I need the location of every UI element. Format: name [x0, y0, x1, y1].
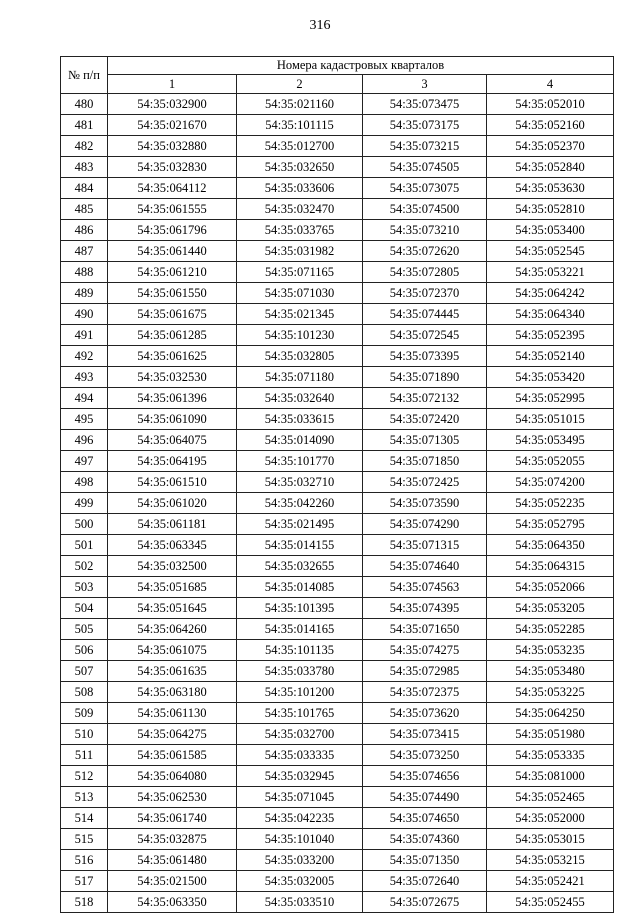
cadastral-number-cell: 54:35:064075: [108, 430, 237, 451]
table-row: [61, 136, 614, 157]
cadastral-number-cell: 54:35:071850: [363, 451, 487, 472]
cadastral-number-cell: 54:35:061675: [108, 304, 237, 325]
row-number-cell: 514: [61, 808, 108, 829]
cadastral-number-cell: 54:35:053015: [487, 829, 614, 850]
cadastral-number-cell: 54:35:071305: [363, 430, 487, 451]
cadastral-number-cell: 54:35:061285: [108, 325, 237, 346]
cadastral-number-cell: 54:35:061585: [108, 745, 237, 766]
cadastral-number-cell: 54:35:032470: [237, 199, 363, 220]
cadastral-quarters-table: [60, 56, 614, 913]
cadastral-number-cell: 54:35:101200: [237, 682, 363, 703]
row-number-cell: 508: [61, 682, 108, 703]
table-row: [61, 367, 614, 388]
row-number-cell: 511: [61, 745, 108, 766]
row-number-cell: 506: [61, 640, 108, 661]
cadastral-number-cell: 54:35:074395: [363, 598, 487, 619]
cadastral-number-cell: 54:35:072640: [363, 871, 487, 892]
row-number-cell: 509: [61, 703, 108, 724]
table-row: [61, 283, 614, 304]
cadastral-number-cell: 54:35:074490: [363, 787, 487, 808]
cadastral-number-cell: 54:35:042260: [237, 493, 363, 514]
table-row: [61, 346, 614, 367]
row-number-cell: 487: [61, 241, 108, 262]
cadastral-number-cell: 54:35:101135: [237, 640, 363, 661]
cadastral-number-cell: 54:35:064260: [108, 619, 237, 640]
cadastral-number-cell: 54:35:073075: [363, 178, 487, 199]
row-number-cell: 483: [61, 157, 108, 178]
cadastral-number-cell: 54:35:052465: [487, 787, 614, 808]
cadastral-number-cell: 54:35:101230: [237, 325, 363, 346]
cadastral-number-cell: 54:35:052066: [487, 577, 614, 598]
cadastral-number-cell: 54:35:073250: [363, 745, 487, 766]
table-row: [61, 199, 614, 220]
cadastral-number-cell: 54:35:033510: [237, 892, 363, 913]
table-row: [61, 535, 614, 556]
cadastral-number-cell: 54:35:033780: [237, 661, 363, 682]
table-row: [61, 766, 614, 787]
cadastral-number-cell: 54:35:073210: [363, 220, 487, 241]
cadastral-number-cell: 54:35:032900: [108, 94, 237, 115]
column-header-4: 4: [487, 75, 614, 94]
cadastral-number-cell: 54:35:053221: [487, 262, 614, 283]
cadastral-number-cell: 54:35:101765: [237, 703, 363, 724]
row-number-cell: 502: [61, 556, 108, 577]
cadastral-number-cell: 54:35:051015: [487, 409, 614, 430]
cadastral-number-cell: 54:35:052545: [487, 241, 614, 262]
row-number-cell: 507: [61, 661, 108, 682]
cadastral-number-cell: 54:35:033606: [237, 178, 363, 199]
row-number-cell: 513: [61, 787, 108, 808]
cadastral-number-cell: 54:35:032880: [108, 136, 237, 157]
row-number-cell: 516: [61, 850, 108, 871]
cadastral-number-cell: 54:35:074640: [363, 556, 487, 577]
cadastral-number-cell: 54:35:061090: [108, 409, 237, 430]
cadastral-number-cell: 54:35:072375: [363, 682, 487, 703]
cadastral-number-cell: 54:35:053495: [487, 430, 614, 451]
cadastral-number-cell: 54:35:061796: [108, 220, 237, 241]
table-row: [61, 892, 614, 913]
cadastral-number-cell: 54:35:052010: [487, 94, 614, 115]
cadastral-number-cell: 54:35:051980: [487, 724, 614, 745]
cadastral-number-cell: 54:35:063345: [108, 535, 237, 556]
cadastral-number-cell: 54:35:064250: [487, 703, 614, 724]
cadastral-number-cell: 54:35:074200: [487, 472, 614, 493]
table-row: [61, 598, 614, 619]
cadastral-number-cell: 54:35:061625: [108, 346, 237, 367]
cadastral-number-cell: 54:35:073215: [363, 136, 487, 157]
cadastral-number-cell: 54:35:033615: [237, 409, 363, 430]
table-row: [61, 94, 614, 115]
cadastral-number-cell: 54:35:053420: [487, 367, 614, 388]
cadastral-number-cell: 54:35:071650: [363, 619, 487, 640]
cadastral-number-cell: 54:35:074360: [363, 829, 487, 850]
cadastral-number-cell: 54:35:051685: [108, 577, 237, 598]
table-row: [61, 787, 614, 808]
cadastral-number-cell: 54:35:042235: [237, 808, 363, 829]
row-number-cell: 515: [61, 829, 108, 850]
row-number-cell: 481: [61, 115, 108, 136]
cadastral-number-cell: 54:35:014155: [237, 535, 363, 556]
cadastral-number-cell: 54:35:053630: [487, 178, 614, 199]
row-number-cell: 505: [61, 619, 108, 640]
cadastral-number-cell: 54:35:052455: [487, 892, 614, 913]
cadastral-number-cell: 54:35:053480: [487, 661, 614, 682]
table-row: [61, 640, 614, 661]
cadastral-number-cell: 54:35:063180: [108, 682, 237, 703]
cadastral-number-cell: 54:35:101040: [237, 829, 363, 850]
cadastral-number-cell: 54:35:071030: [237, 283, 363, 304]
table-row: [61, 472, 614, 493]
cadastral-number-cell: 54:35:032945: [237, 766, 363, 787]
row-number-cell: 494: [61, 388, 108, 409]
cadastral-number-cell: 54:35:052235: [487, 493, 614, 514]
table-row: [61, 451, 614, 472]
page-number: 316: [309, 18, 331, 33]
row-number-cell: 517: [61, 871, 108, 892]
cadastral-number-cell: 54:35:061740: [108, 808, 237, 829]
cadastral-number-cell: 54:35:063350: [108, 892, 237, 913]
cadastral-number-cell: 54:35:032830: [108, 157, 237, 178]
cadastral-number-cell: 54:35:071165: [237, 262, 363, 283]
row-number-cell: 499: [61, 493, 108, 514]
cadastral-number-cell: 54:35:053225: [487, 682, 614, 703]
cadastral-number-cell: 54:35:014085: [237, 577, 363, 598]
cadastral-number-cell: 54:35:031982: [237, 241, 363, 262]
table-row: [61, 178, 614, 199]
cadastral-number-cell: 54:35:051645: [108, 598, 237, 619]
cadastral-number-cell: 54:35:021500: [108, 871, 237, 892]
cadastral-number-cell: 54:35:061130: [108, 703, 237, 724]
cadastral-number-cell: 54:35:021495: [237, 514, 363, 535]
table-row: [61, 682, 614, 703]
column-header-1: 1: [108, 75, 237, 94]
cadastral-number-cell: 54:35:061510: [108, 472, 237, 493]
cadastral-number-cell: 54:35:032805: [237, 346, 363, 367]
cadastral-number-cell: 54:35:032500: [108, 556, 237, 577]
table-row: [61, 262, 614, 283]
cadastral-number-cell: 54:35:062530: [108, 787, 237, 808]
row-number-cell: 496: [61, 430, 108, 451]
cadastral-number-cell: 54:35:073415: [363, 724, 487, 745]
row-number-header: № п/п: [61, 57, 108, 94]
cadastral-number-cell: 54:35:064242: [487, 283, 614, 304]
table-row: [61, 703, 614, 724]
cadastral-number-cell: 54:35:061075: [108, 640, 237, 661]
row-number-cell: 497: [61, 451, 108, 472]
row-number-cell: 504: [61, 598, 108, 619]
cadastral-number-cell: 54:35:073620: [363, 703, 487, 724]
cadastral-number-cell: 54:35:032005: [237, 871, 363, 892]
cadastral-number-cell: 54:35:101770: [237, 451, 363, 472]
cadastral-number-cell: 54:35:052995: [487, 388, 614, 409]
cadastral-number-cell: 54:35:072805: [363, 262, 487, 283]
cadastral-number-cell: 54:35:014165: [237, 619, 363, 640]
table-row: [61, 304, 614, 325]
cadastral-number-cell: 54:35:052000: [487, 808, 614, 829]
table-row: [61, 745, 614, 766]
cadastral-number-cell: 54:35:073395: [363, 346, 487, 367]
cadastral-number-cell: 54:35:032640: [237, 388, 363, 409]
table-row: [61, 430, 614, 451]
row-number-cell: 485: [61, 199, 108, 220]
cadastral-number-cell: 54:35:064080: [108, 766, 237, 787]
cadastral-number-cell: 54:35:064112: [108, 178, 237, 199]
cadastral-number-cell: 54:35:032650: [237, 157, 363, 178]
cadastral-number-cell: 54:35:064275: [108, 724, 237, 745]
cadastral-number-cell: 54:35:012700: [237, 136, 363, 157]
cadastral-number-cell: 54:35:061635: [108, 661, 237, 682]
cadastral-quarters-header: Номера кадастровых кварталов: [108, 57, 614, 75]
cadastral-number-cell: 54:35:061396: [108, 388, 237, 409]
cadastral-number-cell: 54:35:072132: [363, 388, 487, 409]
row-number-cell: 495: [61, 409, 108, 430]
table-row: [61, 619, 614, 640]
table-body: [61, 94, 614, 913]
table-row: [61, 808, 614, 829]
cadastral-number-cell: 54:35:072620: [363, 241, 487, 262]
table-row: [61, 409, 614, 430]
cadastral-number-cell: 54:35:074505: [363, 157, 487, 178]
cadastral-number-cell: 54:35:064340: [487, 304, 614, 325]
cadastral-number-cell: 54:35:014090: [237, 430, 363, 451]
cadastral-number-cell: 54:35:101395: [237, 598, 363, 619]
table-row: [61, 388, 614, 409]
row-number-cell: 491: [61, 325, 108, 346]
cadastral-number-cell: 54:35:072985: [363, 661, 487, 682]
cadastral-number-cell: 54:35:073590: [363, 493, 487, 514]
cadastral-number-cell: 54:35:053205: [487, 598, 614, 619]
cadastral-number-cell: 54:35:071315: [363, 535, 487, 556]
cadastral-number-cell: 54:35:053215: [487, 850, 614, 871]
row-number-cell: 488: [61, 262, 108, 283]
cadastral-number-cell: 54:35:073175: [363, 115, 487, 136]
cadastral-number-cell: 54:35:074500: [363, 199, 487, 220]
column-header-3: 3: [363, 75, 487, 94]
cadastral-number-cell: 54:35:033765: [237, 220, 363, 241]
cadastral-number-cell: 54:35:061440: [108, 241, 237, 262]
row-number-cell: 492: [61, 346, 108, 367]
cadastral-number-cell: 54:35:061555: [108, 199, 237, 220]
cadastral-number-cell: 54:35:052421: [487, 871, 614, 892]
table-row: [61, 850, 614, 871]
cadastral-number-cell: 54:35:032530: [108, 367, 237, 388]
column-header-2: 2: [237, 75, 363, 94]
cadastral-number-cell: 54:35:072545: [363, 325, 487, 346]
cadastral-number-cell: 54:35:033335: [237, 745, 363, 766]
row-number-cell: 503: [61, 577, 108, 598]
cadastral-number-cell: 54:35:074445: [363, 304, 487, 325]
cadastral-number-cell: 54:35:052160: [487, 115, 614, 136]
cadastral-number-cell: 54:35:073475: [363, 94, 487, 115]
cadastral-number-cell: 54:35:061480: [108, 850, 237, 871]
row-number-cell: 501: [61, 535, 108, 556]
cadastral-number-cell: 54:35:074275: [363, 640, 487, 661]
cadastral-number-cell: 54:35:072370: [363, 283, 487, 304]
cadastral-number-cell: 54:35:053400: [487, 220, 614, 241]
cadastral-number-cell: 54:35:021345: [237, 304, 363, 325]
row-number-cell: 493: [61, 367, 108, 388]
table-row: [61, 661, 614, 682]
cadastral-number-cell: 54:35:101115: [237, 115, 363, 136]
table-header: [61, 57, 614, 94]
cadastral-number-cell: 54:35:052395: [487, 325, 614, 346]
cadastral-number-cell: 54:35:061210: [108, 262, 237, 283]
cadastral-number-cell: 54:35:021160: [237, 94, 363, 115]
cadastral-number-cell: 54:35:061550: [108, 283, 237, 304]
cadastral-number-cell: 54:35:081000: [487, 766, 614, 787]
table-row: [61, 577, 614, 598]
table-row: [61, 556, 614, 577]
table-row: [61, 724, 614, 745]
cadastral-number-cell: 54:35:061181: [108, 514, 237, 535]
row-number-cell: 512: [61, 766, 108, 787]
row-number-cell: 480: [61, 94, 108, 115]
cadastral-number-cell: 54:35:072675: [363, 892, 487, 913]
cadastral-number-cell: 54:35:032710: [237, 472, 363, 493]
cadastral-number-cell: 54:35:074656: [363, 766, 487, 787]
table-row: [61, 514, 614, 535]
cadastral-number-cell: 54:35:074563: [363, 577, 487, 598]
table-row: [61, 157, 614, 178]
cadastral-number-cell: 54:35:032700: [237, 724, 363, 745]
cadastral-number-cell: 54:35:072420: [363, 409, 487, 430]
cadastral-number-cell: 54:35:052370: [487, 136, 614, 157]
cadastral-number-cell: 54:35:071890: [363, 367, 487, 388]
cadastral-number-cell: 54:35:052795: [487, 514, 614, 535]
table-row: [61, 871, 614, 892]
cadastral-number-cell: 54:35:052140: [487, 346, 614, 367]
row-number-cell: 482: [61, 136, 108, 157]
cadastral-number-cell: 54:35:074290: [363, 514, 487, 535]
cadastral-number-cell: 54:35:053235: [487, 640, 614, 661]
row-number-cell: 489: [61, 283, 108, 304]
table-row: [61, 829, 614, 850]
cadastral-number-cell: 54:35:071180: [237, 367, 363, 388]
table-row: [61, 241, 614, 262]
cadastral-number-cell: 54:35:033200: [237, 850, 363, 871]
table-row: [61, 325, 614, 346]
table-row: [61, 493, 614, 514]
cadastral-number-cell: 54:35:064350: [487, 535, 614, 556]
row-number-cell: 486: [61, 220, 108, 241]
table-row: [61, 220, 614, 241]
cadastral-number-cell: 54:35:052810: [487, 199, 614, 220]
cadastral-number-cell: 54:35:064315: [487, 556, 614, 577]
cadastral-number-cell: 54:35:071350: [363, 850, 487, 871]
row-number-cell: 484: [61, 178, 108, 199]
cadastral-number-cell: 54:35:021670: [108, 115, 237, 136]
cadastral-number-cell: 54:35:072425: [363, 472, 487, 493]
row-number-cell: 500: [61, 514, 108, 535]
cadastral-number-cell: 54:35:053335: [487, 745, 614, 766]
row-number-cell: 498: [61, 472, 108, 493]
row-number-cell: 490: [61, 304, 108, 325]
cadastral-number-cell: 54:35:061020: [108, 493, 237, 514]
cadastral-number-cell: 54:35:052055: [487, 451, 614, 472]
row-number-cell: 510: [61, 724, 108, 745]
cadastral-number-cell: 54:35:032655: [237, 556, 363, 577]
cadastral-number-cell: 54:35:032875: [108, 829, 237, 850]
cadastral-number-cell: 54:35:071045: [237, 787, 363, 808]
cadastral-number-cell: 54:35:052285: [487, 619, 614, 640]
row-number-cell: 518: [61, 892, 108, 913]
cadastral-number-cell: 54:35:074650: [363, 808, 487, 829]
table-row: [61, 115, 614, 136]
cadastral-number-cell: 54:35:064195: [108, 451, 237, 472]
cadastral-number-cell: 54:35:052840: [487, 157, 614, 178]
